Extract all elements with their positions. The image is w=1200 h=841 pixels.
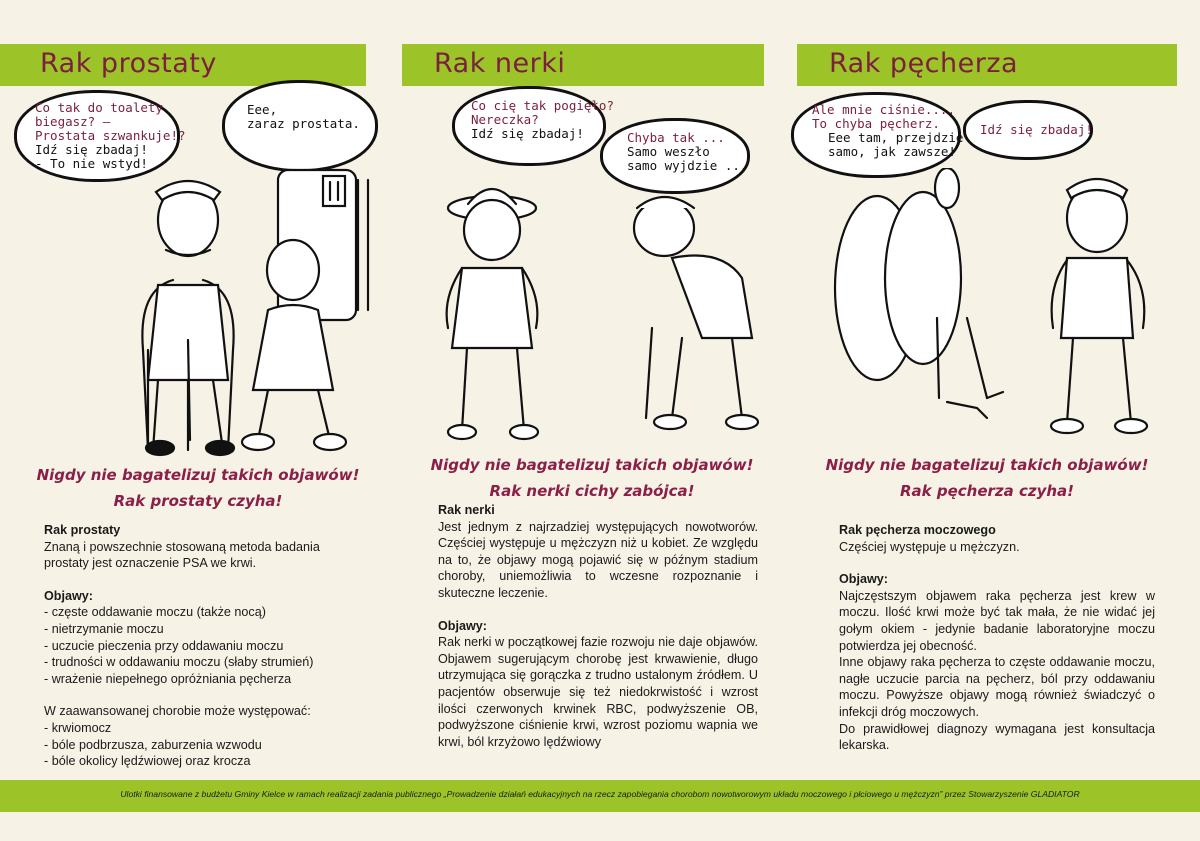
warning-text (402, 452, 782, 504)
panel-header (402, 44, 764, 86)
panel-title: Rak pęcherza (829, 48, 1019, 79)
symptom-item: - wrażenie niepełnego opróżniania pęcherza (44, 671, 292, 686)
info-text (438, 502, 758, 750)
warning-line: Nigdy nie bagatelizuj takich objawów! (825, 456, 1149, 474)
bubble-line: To chyba pęcherz. (812, 116, 940, 131)
symptom-item: - częste oddawanie moczu (także nocą) (44, 605, 266, 620)
speech-bubble (452, 86, 614, 166)
warning-line: Rak prostaty czyha! (113, 492, 283, 510)
symptoms-text: Najczęstszym objawem raka pęcherza jest krew w moczu. Ilość krwi może być tak mała, że nie widać jej gołym okiem - jedynie badanie laboratoryjne moczu potwierdza jej obecność. (839, 588, 1155, 653)
symptoms-heading: Objawy: (438, 618, 487, 633)
footer-text: Ulotki finansowane z budżetu Gminy Kielce w ramach realizacji zadania publicznego „Prowadzenie działań edukacyjnych na rzecz zapobiegania chorobom nowotworowym układu moczowego i płciowego u mężczyzn” przez Stowarzyszenie GLADIATOR (120, 789, 1080, 799)
panel-header (797, 44, 1177, 86)
bubble-line: Nereczka? (471, 112, 539, 127)
cartoon-illustration (827, 168, 1157, 448)
bubble-line: Co cię tak pogięło? (471, 98, 614, 113)
section-heading: Rak prostaty (44, 523, 121, 537)
symptom-item: - bóle podbrzusza, zaburzenia wzwodu (44, 737, 262, 752)
bubble-line: zaraz prostata. (247, 116, 360, 131)
warning-line: Rak nerki cichy zabójca! (489, 482, 695, 500)
bubble-line: - To nie wstyd! (35, 156, 148, 171)
panel-title: Rak prostaty (40, 48, 217, 79)
warning-line: Nigdy nie bagatelizuj takich objawów! (430, 456, 754, 474)
symptoms-heading: Objawy: (839, 572, 888, 587)
bubble-line: Idź się zbadaj! (471, 126, 584, 141)
intro-text: Częściej występuje u mężczyzn. (839, 539, 1020, 554)
warning-line: Nigdy nie bagatelizuj takich objawów! (36, 466, 360, 484)
bubble-line: Prostata szwankuje!? (35, 128, 186, 143)
warning-text (797, 452, 1177, 504)
info-text (839, 522, 1155, 754)
section-heading: Rak pęcherza moczowego (839, 523, 996, 537)
warning-text (8, 462, 388, 514)
bubble-line: samo, jak zawsze! (828, 144, 956, 159)
bubble-line: Samo weszło (627, 144, 710, 159)
symptom-item: - krwiomocz (44, 720, 112, 735)
symptoms-heading: Objawy: (44, 588, 93, 603)
bubble-line: Idź się zbadaj! (980, 122, 1093, 137)
bubble-line: Ale mnie ciśnie.... (812, 102, 955, 117)
speech-bubble (791, 92, 964, 178)
cartoon-illustration (118, 150, 378, 460)
bubble-line: Idź się zbadaj! (35, 142, 148, 157)
bubble-line: Co tak do toalety (35, 100, 163, 115)
symptom-item: - nietrzymanie moczu (44, 621, 164, 636)
advanced-heading: W zaawansowanej chorobie może występować: (44, 704, 311, 719)
bubble-line: Eee tam, przejdzie (828, 130, 964, 145)
cartoon-illustration (432, 168, 762, 448)
panel-bladder (797, 0, 1177, 780)
bubble-line: Chyba tak ... (627, 130, 725, 145)
symptoms-text: Do prawidłowej diagnozy wymagana jest konsultacja lekarska. (839, 721, 1155, 753)
intro-text: Jest jednym z najrzadziej występujących nowotworów. Częściej występuje u mężczyzn niż u kobiet. Ze względu na to, że objawy mogą pojawić się w późnym stadium choroby, uniemożliwia to wczesne rozpoznanie i skuteczne leczenie. (438, 519, 758, 600)
panel-kidney (402, 0, 782, 780)
info-text (44, 522, 364, 770)
panel-title: Rak nerki (434, 48, 566, 79)
symptoms-text: Rak nerki w początkowej fazie rozwoju nie daje objawów. Objawem sugerującym chorobę jest krwawienie, długo utrzymująca się gorączka z trudno ustalonym źródłem. U pacjentów obserwuje się też niedokrwistość i wzrost ilości czerwonych krwinek RBC, podwyższenie OB, podwyższone ciśnienie krwi, wzrost poziomu wapnia we krwi, ból krzyżowo lędźwiowy (438, 635, 758, 749)
footer-bar (0, 780, 1200, 812)
symptom-item: - bóle okolicy lędźwiowej oraz krocza (44, 754, 251, 769)
symptoms-text: Inne objawy raka pęcherza to częste oddawanie moczu, nagłe uczucie parcia na pęcherz, ból przy oddawaniu moczu. Powyższe objawy mogą również świadczyć o infekcji dróg moczowych. (839, 655, 1155, 719)
panel-prostate (8, 0, 388, 780)
intro-text: Znaną i powszechnie stosowaną metoda badania prostaty jest oznaczenie PSA we krwi. (44, 539, 320, 571)
warning-line: Rak pęcherza czyha! (899, 482, 1075, 500)
bubble-line: Eee, (247, 102, 278, 117)
section-heading: Rak nerki (438, 503, 495, 517)
speech-bubble (963, 100, 1093, 160)
bubble-line: biegasz? – (35, 114, 111, 129)
symptom-item: - uczucie pieczenia przy oddawaniu moczu (44, 638, 284, 653)
symptom-item: - trudności w oddawaniu moczu (słaby strumień) (44, 655, 314, 670)
bubble-line: samo wyjdzie ... (627, 158, 748, 173)
